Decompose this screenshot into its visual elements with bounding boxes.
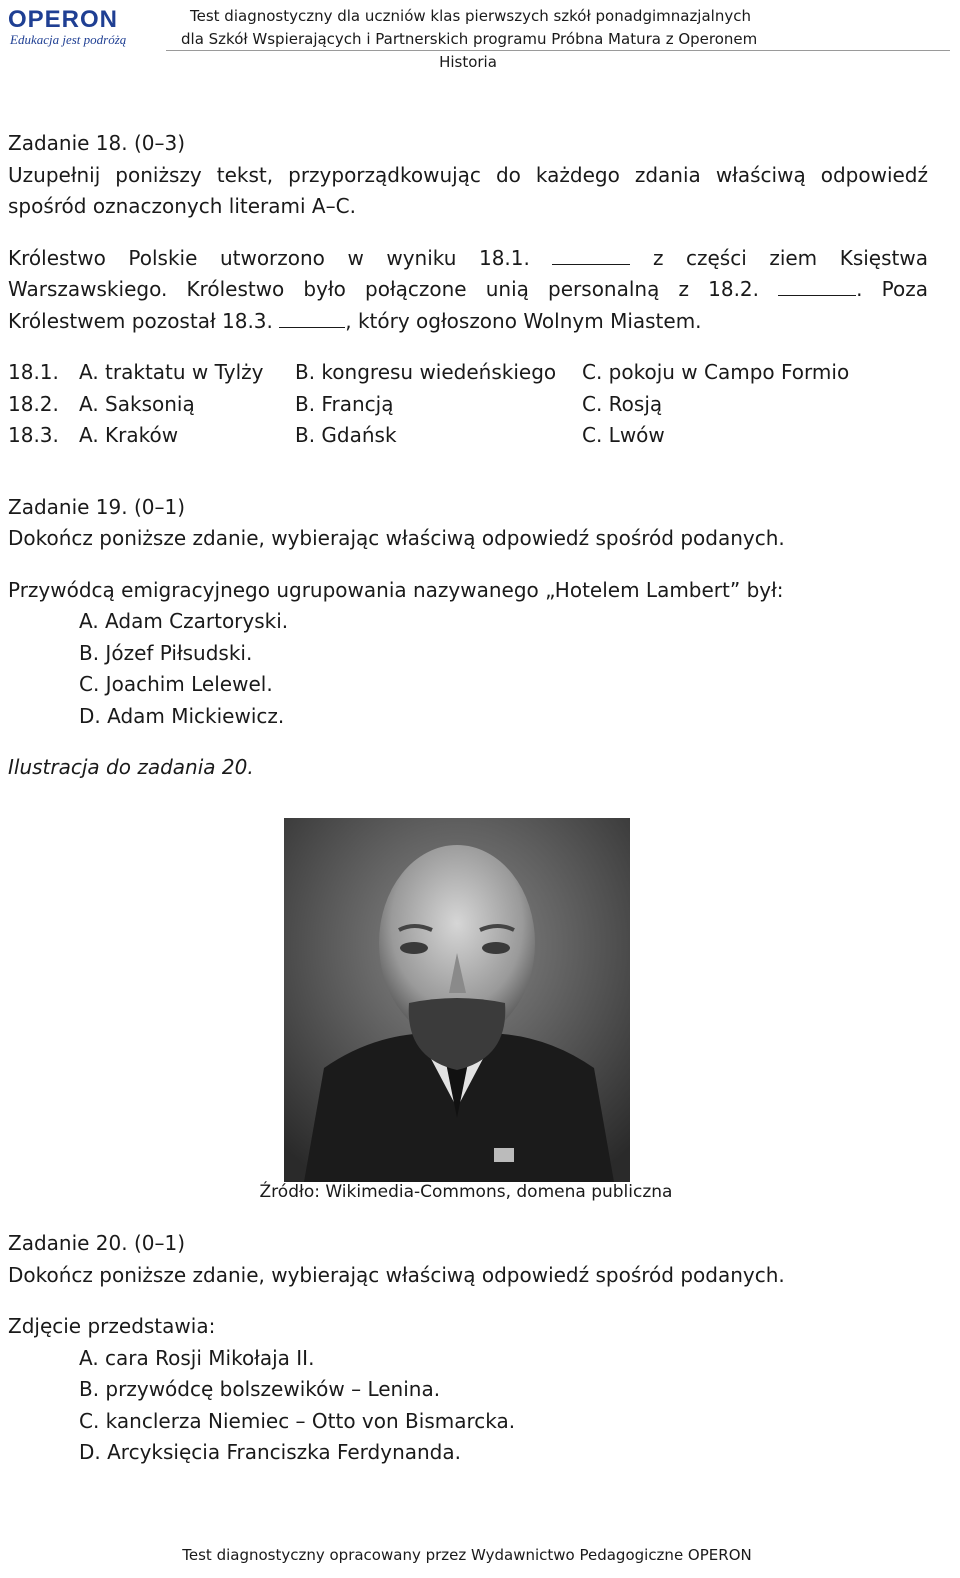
logo-wordmark: OPERON bbox=[8, 6, 119, 33]
task20-question: Zdjęcie przedstawia: bbox=[8, 1314, 216, 1338]
option-row-num: 18.1. bbox=[8, 360, 59, 384]
portrait-image bbox=[284, 818, 630, 1182]
option-18-3-c: C. Lwów bbox=[582, 423, 665, 447]
task19-title: Zadanie 19. (0–1) bbox=[8, 494, 186, 519]
answer-blank-18-1 bbox=[552, 246, 630, 265]
option-18-1-a: A. traktatu w Tylży bbox=[79, 360, 264, 384]
operon-logo bbox=[8, 6, 158, 50]
task18-text-line1: Królestwo Polskie utworzono w wyniku 18.1. z części ziem Księstwa bbox=[8, 245, 928, 270]
task19-answer-a: A. Adam Czartoryski. bbox=[79, 609, 289, 633]
ref-18-2: 18.2. bbox=[708, 277, 760, 301]
task20-answer-d: D. Arcyksięcia Franciszka Ferdynanda. bbox=[79, 1440, 461, 1464]
task20-instruction: Dokończ poniższe zdanie, wybierając właściwą odpowiedź spośród podanych. bbox=[8, 1262, 785, 1287]
task18-text-line2: Warszawskiego. Królestwo było połączone unią personalną z 18.2. . Poza bbox=[8, 277, 928, 301]
logo-tagline: Edukacja jest podróżą bbox=[10, 32, 127, 47]
option-18-3-b: B. Gdańsk bbox=[295, 423, 397, 447]
task20-answer-a: A. cara Rosji Mikołaja II. bbox=[79, 1345, 315, 1370]
option-row-num: 18.3. bbox=[8, 423, 59, 447]
task18-instruction-line1: Uzupełnij poniższy tekst, przyporządkowując do każdego zdania właściwą odpowiedź bbox=[8, 162, 928, 187]
task18-title: Zadanie 18. (0–3) bbox=[8, 131, 186, 155]
header-line-2: dla Szkół Wspierających i Partnerskich programu Próbna Matura z Operonem bbox=[181, 30, 758, 48]
task18-instruction-line2: spośród oznaczonych literami A–C. bbox=[8, 194, 356, 218]
ref-18-1: 18.1. bbox=[478, 245, 530, 270]
task19-instruction: Dokończ poniższe zdanie, wybierając właściwą odpowiedź spośród podanych. bbox=[8, 526, 785, 550]
task18-options bbox=[8, 357, 928, 452]
answer-blank-18-3 bbox=[279, 309, 345, 328]
task20-answer-b: B. przywódcę bolszewików – Lenina. bbox=[79, 1377, 441, 1401]
illustration-caption: Ilustracja do zadania 20. bbox=[8, 755, 254, 779]
task20-section bbox=[8, 1228, 928, 1469]
task20-title: Zadanie 20. (0–1) bbox=[8, 1231, 186, 1255]
task19-answer-c: C. Joachim Lelewel. bbox=[79, 672, 273, 696]
option-18-3-a: A. Kraków bbox=[79, 423, 179, 447]
ref-18-3: 18.3. bbox=[222, 308, 273, 333]
task19-answer-b: B. Józef Piłsudski. bbox=[79, 640, 253, 665]
page-content bbox=[8, 128, 928, 784]
option-18-2-a: A. Saksonią bbox=[79, 391, 195, 416]
option-row-num: 18.2. bbox=[8, 391, 59, 416]
option-18-1-b: B. kongresu wiedeńskiego bbox=[295, 360, 557, 384]
task20-answer-c: C. kanclerza Niemiec – Otto von Bismarcka. bbox=[79, 1408, 516, 1433]
task18-text-line3: Królestwem pozostał 18.3. , który ogłoszono Wolnym Miastem. bbox=[8, 308, 702, 333]
header-divider bbox=[166, 50, 950, 51]
option-18-1-c: C. pokoju w Campo Formio bbox=[582, 360, 850, 384]
illustration-source: Źródło: Wikimedia-Commons, domena publiczna bbox=[259, 1182, 673, 1202]
answer-blank-18-2 bbox=[778, 277, 856, 296]
option-18-2-b: B. Francją bbox=[295, 391, 394, 416]
page-header bbox=[0, 0, 960, 80]
option-18-2-c: C. Rosją bbox=[582, 391, 663, 416]
page-footer: Test diagnostyczny opracowany przez Wydawnictwo Pedagogiczne OPERON bbox=[182, 1546, 752, 1564]
header-line-1: Test diagnostyczny dla uczniów klas pierwszych szkół ponadgimnazjalnych bbox=[190, 7, 751, 25]
header-subject: Historia bbox=[439, 53, 497, 71]
task19-question: Przywódcą emigracyjnego ugrupowania nazywanego „Hotelem Lambert” był: bbox=[8, 577, 784, 602]
task19-answer-d: D. Adam Mickiewicz. bbox=[79, 703, 285, 728]
portrait-photo bbox=[284, 818, 630, 1182]
